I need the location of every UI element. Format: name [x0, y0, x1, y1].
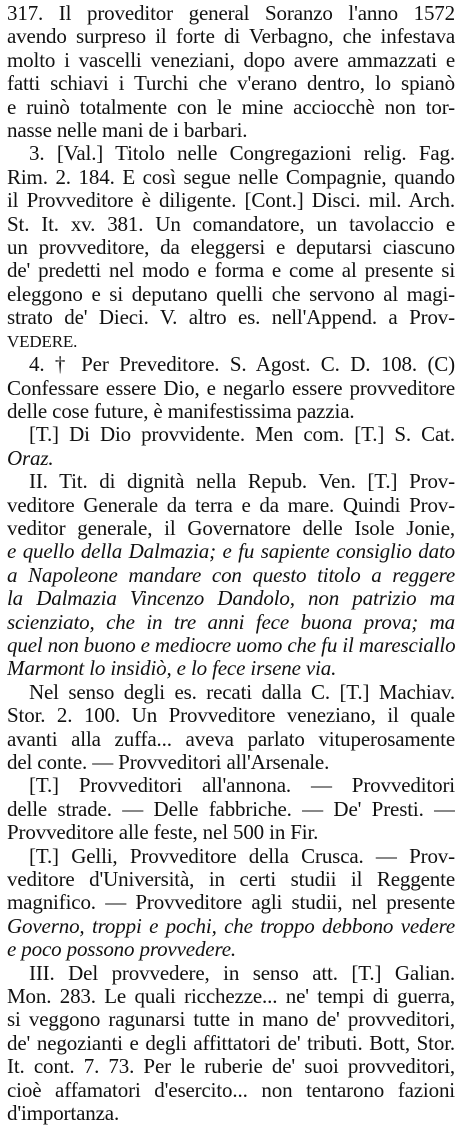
text-line: Provveditore alle feste, nel 500 in Fir.: [7, 821, 319, 845]
text-line: d'importanza.: [7, 1102, 120, 1126]
text-line: veditore d'Università, in certi studii il Reggente: [7, 868, 455, 892]
text-line: 317. Il proveditor general Soranzo l'anno 1572: [7, 2, 455, 25]
text-line: la Dalmazia Vincenzo Dandolo, non patrizio ma: [7, 587, 455, 611]
nel-senso-block: [7, 681, 455, 775]
text-line: St. It. xv. 381. Un comandatore, un tavolaccio e: [7, 212, 455, 236]
text-line: Oraz.: [7, 446, 54, 470]
gelli-block: [7, 845, 455, 962]
text-line: [T.] Di Dio provvidente. Men com. [T.] S. Cat.: [29, 423, 455, 447]
text-line: il Provveditore è diligente. [Cont.] Disci. mil. Arch.: [7, 189, 455, 213]
text-line: cioè affamatori d'esercito... non tentarono fazioni: [7, 1078, 455, 1102]
text-line: Marmont lo insidiò, e lo fece irsene via.: [7, 657, 337, 681]
sense-4: [7, 353, 455, 470]
text-line: [T.] Gelli, Provveditore della Crusca. — Prov-: [29, 844, 455, 868]
text-line: molto i vascelli veneziani, dopo avere ammazzati e: [7, 48, 455, 72]
text-line: [T.] Provveditori all'annona. — Provveditori: [29, 774, 455, 798]
text-line: e ruinò totalmente con le mine acciocchè non tor-: [7, 95, 455, 119]
text-line: veditor generale, il Governatore delle Isole Jonie,: [7, 516, 455, 540]
text-line: si veggono ragunarsi tutte in mano de' provveditori,: [7, 1008, 455, 1032]
text-line: It. cont. 7. 73. Per le ruberie de' suoi provveditori,: [7, 1055, 455, 1079]
text-line: Nel senso degli es. recati dalla C. [T.] Machiav.: [29, 680, 455, 704]
text-line: 4. † Per Preveditore. S. Agost. C. D. 108. (C): [29, 353, 455, 377]
text-line: Mon. 283. Le quali ricchezze... ne' tempi di guerra,: [7, 985, 455, 1009]
text-line: fatti schiavi i Turchi che v'erano dentro, lo spianò: [7, 72, 455, 96]
sense-II: [7, 470, 455, 681]
text-line: II. Tit. di dignità nella Repub. Ven. [T.] Prov-: [29, 470, 455, 494]
text-line: 3. [Val.] Titolo nelle Congregazioni relig. Fag.: [29, 142, 455, 166]
text-line: e quello della Dalmazia; e fu sapiente consiglio dato: [7, 540, 455, 564]
text-line: nasse nelle mani de i barbari.: [7, 119, 248, 143]
text-line: Stor. 2. 100. Un Provveditore veneziano, il quale: [7, 704, 455, 728]
text-line: del conte. — Provveditori all'Arsenale.: [7, 751, 330, 774]
text-line: scienziato, che in tre anni fece buona prova; ma: [7, 610, 455, 634]
text-line: Governo, troppi e pochi, che troppo debbono vedere: [7, 914, 455, 938]
text-line: III. Del provvedere, in senso att. [T.] Galian.: [29, 961, 455, 985]
text-line: strato de' Dieci. V. altro es. nell'Append. a Prov-: [7, 306, 455, 330]
text-line: un provveditore, da eleggersi e deputarsi ciascuno: [7, 236, 455, 260]
text-line: eleggono e si deputano quelli che servono al magi-: [7, 282, 455, 306]
text-line: avendo surpreso il forte di Verbagno, che infestava: [7, 25, 455, 49]
annona-block: [7, 774, 455, 844]
text-line: Rim. 2. 184. E così segue nelle Compagnie, quando: [7, 165, 455, 189]
text-line: de' predetti nel modo e forma e come al presente si: [7, 259, 455, 283]
entry-317: [7, 2, 455, 142]
sense-3: [7, 142, 455, 353]
text-line: avanti alla zuffa... aveva parlato vituperosamente: [7, 727, 455, 751]
text-line: delle cose future, è manifestissima pazzia.: [7, 399, 355, 423]
text-line: de' negozianti e degli affittatori de' tributi. Bott, Stor.: [7, 1031, 455, 1055]
text-line: Confessare essere Dio, e negarlo essere provveditore: [7, 376, 455, 400]
text-line: VEDERE.: [7, 331, 78, 351]
text-line: a Napoleone mandare con questo titolo a reggere: [7, 563, 455, 587]
text-line: magnifico. — Provveditore agli studii, nel presente: [7, 891, 455, 915]
text-line: delle strade. — Delle fabbriche. — De' Presti. —: [7, 797, 455, 821]
text-line: e poco possono provvedere.: [7, 938, 236, 962]
text-line: veditore Generale da terra e da mare. Quindi Prov-: [7, 493, 455, 517]
text-line: quel non buono e mediocre uomo che fu il maresciallo: [7, 633, 455, 657]
sense-III: [7, 962, 455, 1126]
